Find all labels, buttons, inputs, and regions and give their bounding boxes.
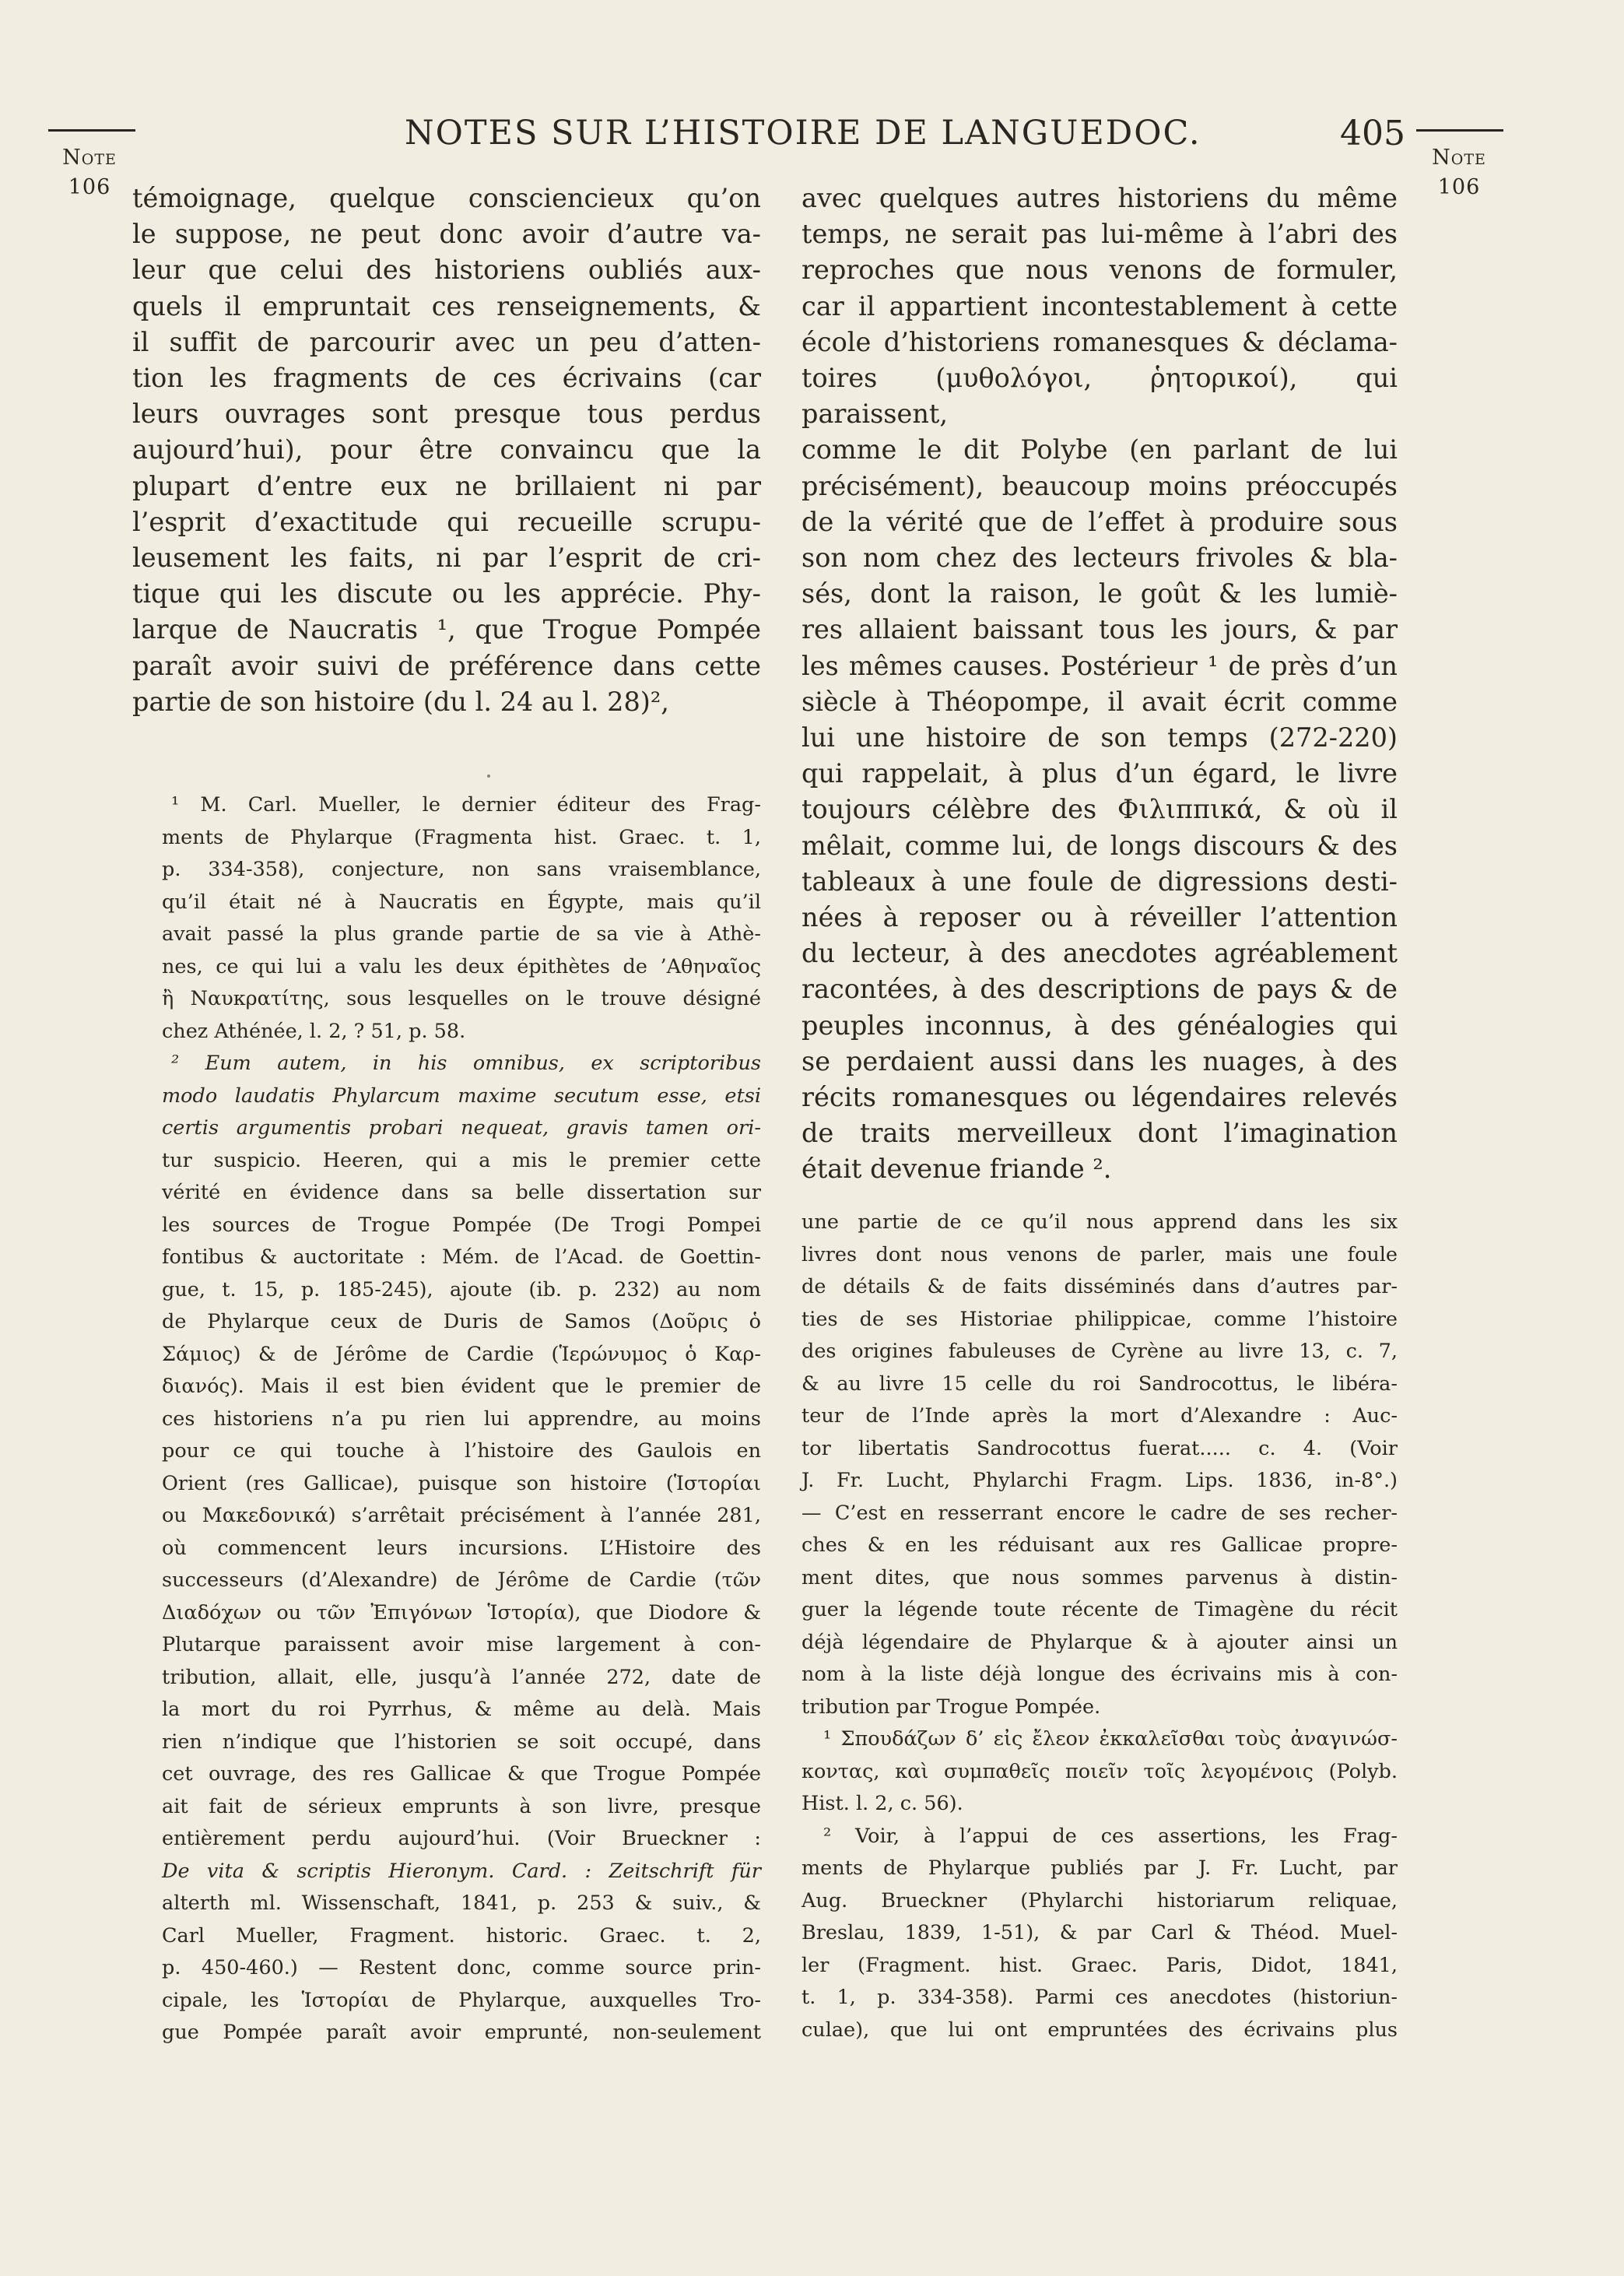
footnote-line: ait fait de sérieux emprunts à son livre, presque [162,1794,761,1818]
text-line: leurs ouvrages sont presque tous perdus [132,399,761,430]
footnote-line: rien n’indique que l’historien se soit occupé, dans [162,1730,761,1754]
ornament-dot [487,774,490,778]
footnote-line: qu’il était né à Naucratis en Égypte, mais qu’il [162,890,761,914]
footnote-line: tur suspicio. Heeren, qui a mis le premier cette [162,1148,761,1172]
footnote-line: De vita & scriptis Hieronym. Card. : Zeitschrift für [162,1859,761,1883]
footnote-line: & au livre 15 celle du roi Sandrocottus, le libéra- [801,1372,1398,1396]
footnote-line: Σάμιος) & de Jérôme de Cardie (Ἱερώνυμος ὁ Καρ- [162,1342,761,1366]
page-number: 405 [1340,114,1405,153]
footnote-line: ² Voir, à l’appui de ces assertions, les Frag- [823,1824,1398,1848]
text-line: paraît avoir suivi de préférence dans cette [132,650,761,681]
text-line: leusement les faits, ni par l’esprit de cri- [132,543,761,574]
text-line: mêlait, comme lui, de longs discours & des [801,830,1398,861]
running-title: NOTES SUR L’HISTOIRE DE LANGUEDOC. [405,114,1201,153]
footnote-line: pour ce qui touche à l’histoire des Gaulois en [162,1439,761,1463]
footnote-line: p. 450-460.) — Restent donc, comme source prin- [162,1956,761,1979]
text-line: du lecteur, à des anecdotes agréablement [801,938,1398,969]
footnote-line: teur de l’Inde après la mort d’Alexandre : Auc- [801,1404,1398,1428]
footnote-line: livres dont nous venons de parler, mais une foule [801,1242,1398,1266]
text-line: partie de son histoire (du l. 24 au l. 28)², [132,686,669,717]
footnote-line: ment dites, que nous sommes parvenus à distin- [801,1565,1398,1589]
footnote-line: vérité en évidence dans sa belle dissertation sur [162,1181,761,1204]
footnote-line: avait passé la plus grande partie de sa vie à Athè- [162,922,761,946]
text-line: témoignage, quelque consciencieux qu’on [132,183,761,213]
footnote-line: Plutarque paraissent avoir mise largement à con- [162,1633,761,1656]
footnote-line: ἢ Ναυκρατίτης, sous lesquelles on le trouve désigné [162,987,761,1010]
footnote-line: cet ouvrage, des res Gallicae & que Trogue Pompée [162,1762,761,1786]
footnote-line: t. 1, p. 334-358). Parmi ces anecdotes (historiun- [801,1986,1398,2009]
text-line: racontées, à des descriptions de pays & de [801,974,1398,1005]
margin-note-label: Note [1432,146,1486,170]
text-line: aujourd’hui), pour être convaincu que la [132,434,761,465]
text-line: quels il empruntait ces renseignements, & [132,290,761,321]
footnote-line: la mort du roi Pyrrhus, & même au delà. Mais [162,1698,761,1721]
text-line: toires (μυθολόγοι, ῥητορικοί), qui paraissent, [801,363,1398,430]
footnote-line: Orient (res Gallicae), puisque son histoire (Ἱστορίαι [162,1471,761,1495]
margin-note-right [1408,143,1510,202]
text-line: les mêmes causes. Postérieur ¹ de près d’un [801,650,1398,681]
footnote-line: ments de Phylarque (Fragmenta hist. Graec. t. 1, [162,825,761,849]
text-line: avec quelques autres historiens du même [801,183,1398,213]
footnote-line: alterth ml. Wissenschaft, 1841, p. 253 & suiv., & [162,1891,761,1915]
footnote-line: ches & en les réduisant aux res Gallicae propre- [801,1533,1398,1557]
footnote-line: Διαδόχων ou τῶν Ἐπιγόνων Ἱστορία), que Diodore & [162,1600,761,1624]
margin-note-number: 106 [68,175,111,199]
text-line: le suppose, ne peut donc avoir d’autre va- [132,219,761,250]
margin-note-label: Note [62,146,117,170]
footnote-line: Breslau, 1839, 1-51), & par Carl & Théod. Muel- [801,1921,1398,1944]
footnote-line: gue Pompée paraît avoir emprunté, non-seulement [162,2021,761,2044]
text-line: larque de Naucratis ¹, que Trogue Pompée [132,614,761,645]
text-line: tique qui les discute ou les apprécie. Phy- [132,578,761,609]
left-column-footnotes [162,789,761,2049]
footnote-line: nom à la liste déjà longue des écrivains mis à con- [801,1663,1398,1686]
footnote-line: Carl Mueller, Fragment. historic. Graec. t. 2, [162,1923,761,1948]
footnote-line: gue, t. 15, p. 185-245), ajoute (ib. p. 232) au nom [162,1277,761,1301]
footnote-line: — C’est en resserrant encore le cadre de ses recher- [801,1501,1398,1525]
text-line: de la vérité que de l’effet à produire sous [801,506,1398,537]
text-line: nées à reposer ou à réveiller l’attention [801,902,1398,933]
footnote-line: ou Μακεδονικά) s’arrêtait précisément à l’année 281, [162,1504,761,1527]
text-line: l’esprit d’exactitude qui recueille scrupu- [132,506,761,537]
text-line: res allaient baissant tous les jours, & par [801,614,1398,645]
footnote-line: κοντας, καὶ συμπαθεῖς ποιεῖν τοῖς λεγομένοις (Polyb. [801,1759,1398,1783]
left-column-main-text [132,181,761,720]
text-line: son nom chez des lecteurs frivoles & bla- [801,543,1398,574]
header-rule-right [1416,129,1503,132]
text-line: il suffit de parcourir avec un peu d’atten- [132,326,761,357]
footnote-line: ments de Phylarque publiés par J. Fr. Lucht, par [801,1856,1398,1880]
text-line: était devenue friande ². [801,1154,1112,1185]
text-line: reproches que nous venons de formuler, [801,255,1398,286]
text-line: tion les fragments de ces écrivains (car [132,363,761,394]
footnote-line: ler (Fragment. hist. Graec. Paris, Didot, 1841, [801,1953,1398,1977]
right-column-main-text [801,181,1398,1188]
footnote-line: Aug. Brueckner (Phylarchi historiarum reliquae, [801,1888,1398,1912]
text-line: qui rappelait, à plus d’un égard, le livre [801,758,1398,789]
footnote-line: Hist. l. 2, c. 56). [801,1792,963,1815]
text-line: lui une histoire de son temps (272-220) [801,722,1398,753]
footnote-line: culae), que lui ont empruntées des écrivains plus [801,2018,1398,2042]
text-line: tableaux à une foule de digressions desti- [801,866,1398,897]
footnote-line: des origines fabuleuses de Cyrène au livre 13, c. 7, [801,1340,1398,1363]
text-line: temps, ne serait pas lui-même à l’abri des [801,219,1398,250]
footnote-line: les sources de Trogue Pompée (De Trogi Pompei [162,1213,761,1237]
footnote-line: διανός). Mais il est bien évident que le premier de [162,1375,761,1398]
footnote-line: ces historiens n’a pu rien lui apprendre, au moins [162,1407,761,1431]
footnote-line: nes, ce qui lui a valu les deux épithètes de ’Αθηναῖος [162,954,761,978]
text-line: plupart d’entre eux ne brillaient ni par [132,470,761,501]
footnote-line: ¹ M. Carl. Mueller, le dernier éditeur des Frag- [171,793,761,817]
text-line: précisément), beaucoup moins préoccupés [801,470,1398,501]
footnote-line: tribution par Trogue Pompée. [801,1695,1101,1719]
footnote-line: de Phylarque ceux de Duris de Samos (Δοῦρις ὁ [162,1310,761,1333]
footnote-line: cipale, les Ἱστορίαι de Phylarque, auxquelles Tro- [162,1988,761,2012]
footnote-line: tor libertatis Sandrocottus fuerat..... c. 4. (Voir [801,1436,1398,1460]
text-line: récits romanesques ou légendaires relevés [801,1082,1398,1113]
footnote-line: une partie de ce qu’il nous apprend dans les six [801,1210,1398,1234]
footnote-line: J. Fr. Lucht, Phylarchi Fragm. Lips. 1836, in-8°.) [801,1469,1398,1492]
footnote-line: fontibus & auctoritate : Mém. de l’Acad. de Goettin- [162,1245,761,1269]
footnote-line: ¹ Σπουδάζων δ’ εἰς ἔλεον ἐκκαλεῖσθαι τοὺς ἀναγινώσ- [823,1727,1398,1751]
footnote-line: où commencent leurs incursions. L’Histoire des [162,1536,761,1560]
text-line: école d’historiens romanesques & déclama- [801,326,1398,357]
footnote-line: modo laudatis Phylarcum maxime secutum esse, etsi [162,1084,761,1108]
text-line: se perdaient aussi dans les nuages, à des [801,1045,1398,1077]
text-line: comme le dit Polybe (en parlant de lui [801,434,1398,465]
text-line: car il appartient incontestablement à cette [801,290,1398,321]
footnote-line: guer la légende toute récente de Timagène du récit [801,1598,1398,1621]
text-line: de traits merveilleux dont l’imagination [801,1118,1398,1149]
margin-note-left [39,143,140,202]
text-line: siècle à Théopompe, il avait écrit comme [801,686,1398,717]
text-line: sés, dont la raison, le goût & les lumiè- [801,578,1398,609]
margin-note-number: 106 [1437,175,1481,199]
text-line: toujours célèbre des Φιλιππικά, & où il [801,794,1398,825]
footnote-line: tribution, allait, elle, jusqu’à l’année 272, date de [162,1665,761,1689]
footnote-line: de détails & de faits disséminés dans d’autres par- [801,1275,1398,1298]
header-rule-left [48,129,135,132]
footnote-line: ties de ses Historiae philippicae, comme l’histoire [801,1307,1398,1331]
text-line: leur que celui des historiens oubliés aux- [132,255,761,286]
right-column-footnotes [801,1206,1398,2046]
footnote-line: entièrement perdu aujourd’hui. (Voir Brueckner : [162,1827,761,1850]
text-line: peuples inconnus, à des généalogies qui [801,1010,1398,1041]
footnote-line: successeurs (d’Alexandre) de Jérôme de Cardie (τῶν [162,1568,761,1592]
footnote-line: ² Eum autem, in his omnibus, ex scriptoribus [171,1052,761,1075]
footnote-line: chez Athénée, l. 2, ? 51, p. 58. [162,1019,466,1043]
footnote-line: p. 334-358), conjecture, non sans vraisemblance, [162,858,761,881]
footnote-line: déjà légendaire de Phylarque & à ajouter ainsi un [801,1630,1398,1654]
footnote-line: certis argumentis probari nequeat, gravis tamen ori- [162,1116,761,1140]
